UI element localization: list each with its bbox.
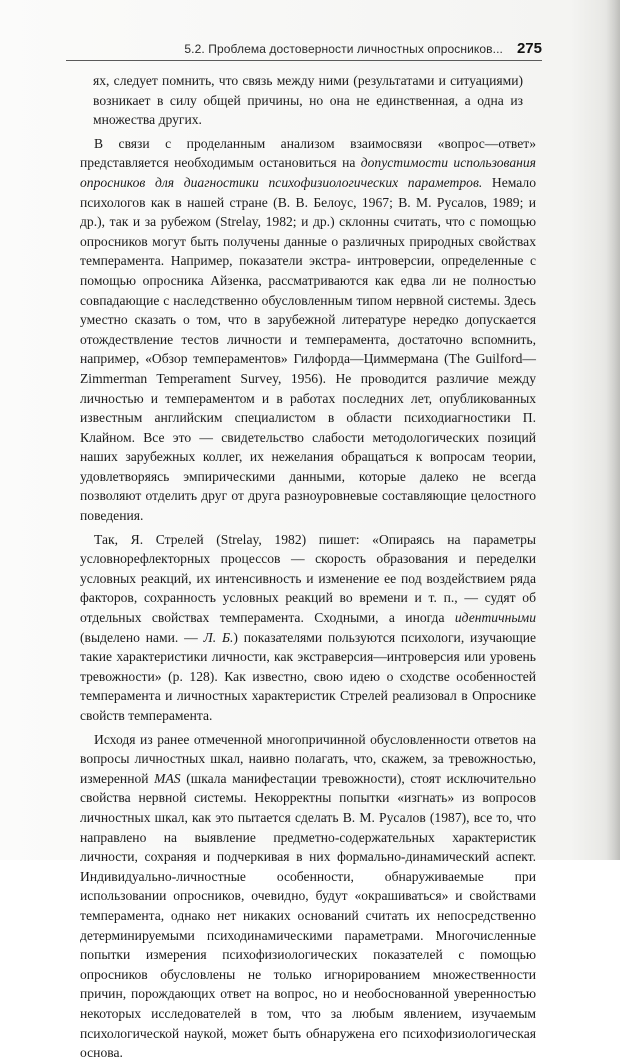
paragraph-text: Так, Я. Стрелей (Strelay, 1982) пишет: «Опираясь на параметры условнорефлекторных процессов — скорость образования и переделки условных реакций, их интенсивность и изменение ее под воздействием ряда факторов, сохранность условных реакций во времени и т. п., — судят об отдельных свойствах темперамента. Сходными, а иногда: [80, 531, 536, 626]
paragraph-strelay: [80, 530, 536, 726]
emphasis-text: MAS: [154, 770, 181, 786]
running-header: [66, 36, 542, 61]
page-body: [80, 71, 536, 1063]
paragraph-questionnaire-validity: [80, 134, 536, 526]
quote-continuation: ях, следует помнить, что связь между ними (результатами и ситуациями) возникает в силу общей причины, но она не единственная, а одна из множества других.: [93, 73, 523, 128]
paragraph-text: ) показателями пользуются психологи, изучающие такие характеристики личности, как экстраверсия—интроверсия или уровень тревожности» (р. 128). Как известно, свою идею о сходстве особенностей темперамента и личностных характеристик Стрелей реализовал в Опроснике свойств темперамента.: [80, 629, 537, 723]
paragraph-text: (шкала манифестации тревожности), стоят исключительно свойства нервной системы. Некорректны попытки «изгнать» из вопросов личностных шкал, как это пытается сделать В. М. Русалов (1987), все то, что направлено на выявление предметно-содержательных характеристик личности, сохраняя и подчеркивая в них формально-динамический аспект. Индивидуально-личностные особенности, обнаруживаемые при использовании опросников, очевидно, будут «окрашиваться» и свойствами темперамента, однако нет никаких оснований считать их непосредственно детерминируемыми психодинамическими параметрами. Многочисленные попытки измерения психофизиологических показателей с помощью опросников обусловлены не только игнорированием множественности причин, порождающих ответ на вопрос, но и необоснованной уверенностью некоторых исследователей в том, что за любым явлением, изучаемым психологической наукой, может быть обнаружена его психофизиологическая основа.: [80, 770, 536, 1061]
paragraph-text: Исходя из ранее отмеченной многопричинной обусловленности ответов на вопросы личностных шкал, наивно полагать, что, скажем, за тревожностью, измеренной: [80, 731, 536, 786]
paragraph-text: (выделено нами. —: [80, 629, 204, 645]
emphasis-text: допустимости использования опросников для диагностики психофизиологических параметров.: [80, 155, 536, 190]
page-number: 275: [516, 40, 542, 57]
emphasis-text: идентичными: [454, 610, 536, 626]
paragraph-text: В связи с проделанным анализом взаимосвязи «вопрос—ответ» представляется необходимым остановиться на: [80, 135, 536, 171]
paragraph-text: Немало психологов как в нашей стране (В. В. Белоус, 1967; В. М. Русалов, 1989; и др.), так и за рубежом (Strelay, 1982; и др.) склонны считать, что с помощью опросников могут быть получены данные о различных природных свойствах темперамента. Например, показатели экстра- интроверсии, определенные с помощью опросника Айзенка, рассматриваются как едва ли не полностью совпадающие с наследственно обусловленным типом нервной системы. Здесь уместно сказать о том, что в зарубежной литературе нередко допускается отождествление тестов личности и темперамента, достаточно вспомнить, например, «Обзор темпераментов» Гилфорда—Циммермана (The Guilford—Zimmerman Temperament Survey, 1956). Не проводится различие между личностью и темпераментом и в работах последних лет, опубликованных известным английским специалистом в области психодиагностики П. Клайном. Все это — свидетельство слабости методологических позиций наших зарубежных коллег, их нежелания обращаться к вопросам теории, удовлетворяясь эмпирическими данными, которые далеко не всегда позволяют отделить друг от друга разноуровневые составляющие целостного поведения.: [80, 174, 536, 524]
running-title: 5.2. Проблема достоверности личностных опросников...: [184, 42, 503, 56]
page-edge-shadow: [606, 0, 620, 860]
emphasis-text: Л. Б.: [203, 629, 234, 645]
paragraph-multicausal: [80, 730, 536, 1063]
